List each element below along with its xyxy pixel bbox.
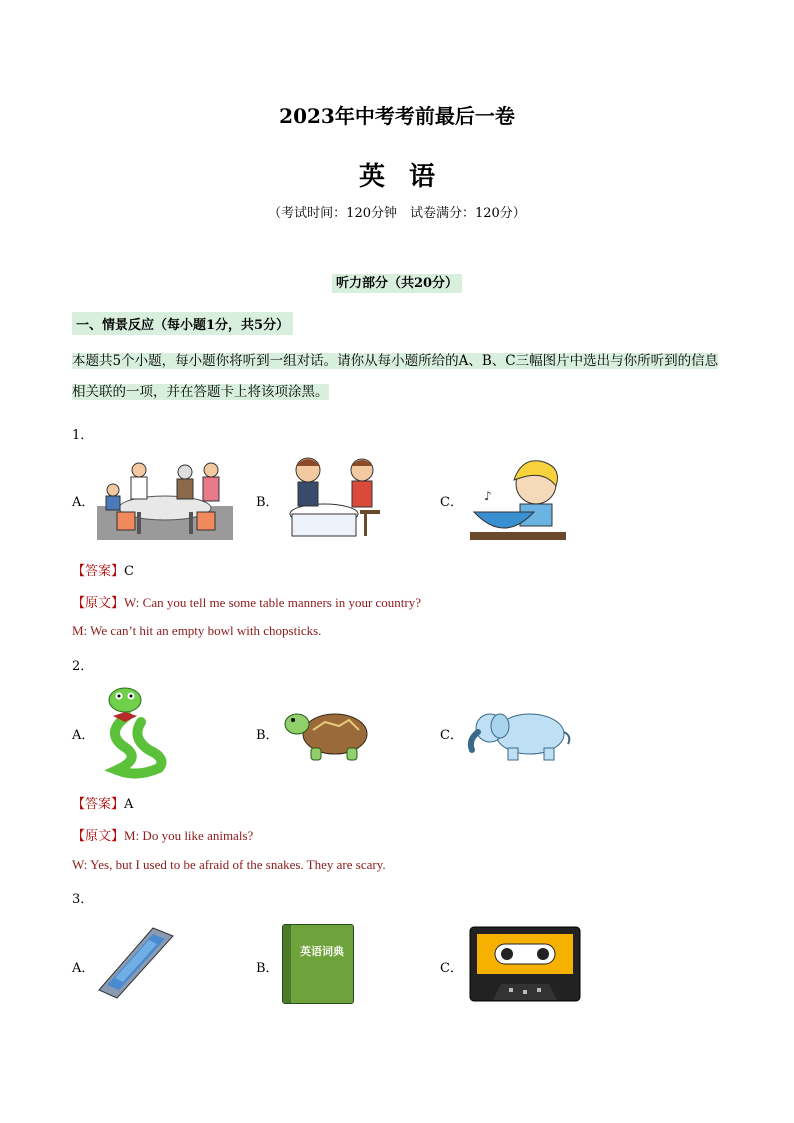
elephant-icon [464, 710, 574, 762]
option-label-c: C． [440, 728, 463, 743]
option-label-b: B． [256, 495, 279, 510]
answer-label: 【答案】 [72, 797, 125, 812]
dialogue-line: W: Can you tell me some table manners in your country? [124, 595, 422, 610]
original-label: 【原文】 [72, 596, 125, 611]
option-label-a: A． [72, 495, 95, 510]
family-dinner-icon [97, 456, 233, 542]
snake-icon [97, 686, 169, 778]
section-title: 一、情景反应（每小题1分，共5分） [72, 312, 293, 335]
option-label-b: B． [256, 961, 279, 976]
exam-info: （考试时间：120分钟 试卷满分：120分） [268, 206, 526, 221]
exam-title: 2023年中考考前最后一卷 [279, 104, 515, 128]
dialogue-line: W: Yes, but I used to be afraid of the snakes. They are scary. [72, 857, 386, 872]
option-label-c: C． [440, 495, 463, 510]
instructions-text: 本题共5个小题，每小题你将听到一组对话。请你从每小题所给的A、B、C三幅图片中选出与你所听到的信息相关联的一项，并在答题卡上将该项涂黑。 [72, 353, 719, 400]
turtle-icon [283, 704, 373, 762]
dialogue-line: M: We can’t hit an empty bowl with chopsticks. [72, 623, 322, 638]
section-instructions [72, 346, 724, 408]
option-label-c: C． [440, 961, 463, 976]
option-label-a: A． [72, 961, 95, 976]
subject-title: 英语 [358, 162, 459, 192]
answer-value: A [124, 797, 134, 812]
original-label: 【原文】 [72, 829, 125, 844]
svg-text:♪: ♪ [484, 489, 492, 503]
question-number: 2． [72, 659, 94, 674]
dialogue-line: M: Do you like animals? [124, 828, 254, 843]
original-row-2 [72, 825, 253, 844]
answer-label: 【答案】 [72, 564, 125, 579]
answer-row-1 [72, 560, 134, 579]
original-row-1 [72, 592, 421, 611]
phone-icon [97, 926, 175, 1002]
answer-row-2 [72, 793, 133, 812]
book-title: 英语词典 [300, 945, 344, 958]
cassette-tape-icon [469, 926, 581, 1002]
part-title-text: 听力部分（共20分） [332, 274, 462, 293]
option-label-a: A． [72, 728, 95, 743]
question-number: 1． [72, 428, 94, 443]
question-number: 3． [72, 892, 94, 907]
child-eating-bowl-icon [470, 456, 566, 542]
part-title [0, 272, 794, 291]
restaurant-couple-icon [286, 452, 386, 542]
dictionary-book-icon [282, 924, 354, 1004]
answer-value: C [124, 564, 134, 579]
option-label-b: B． [256, 728, 279, 743]
